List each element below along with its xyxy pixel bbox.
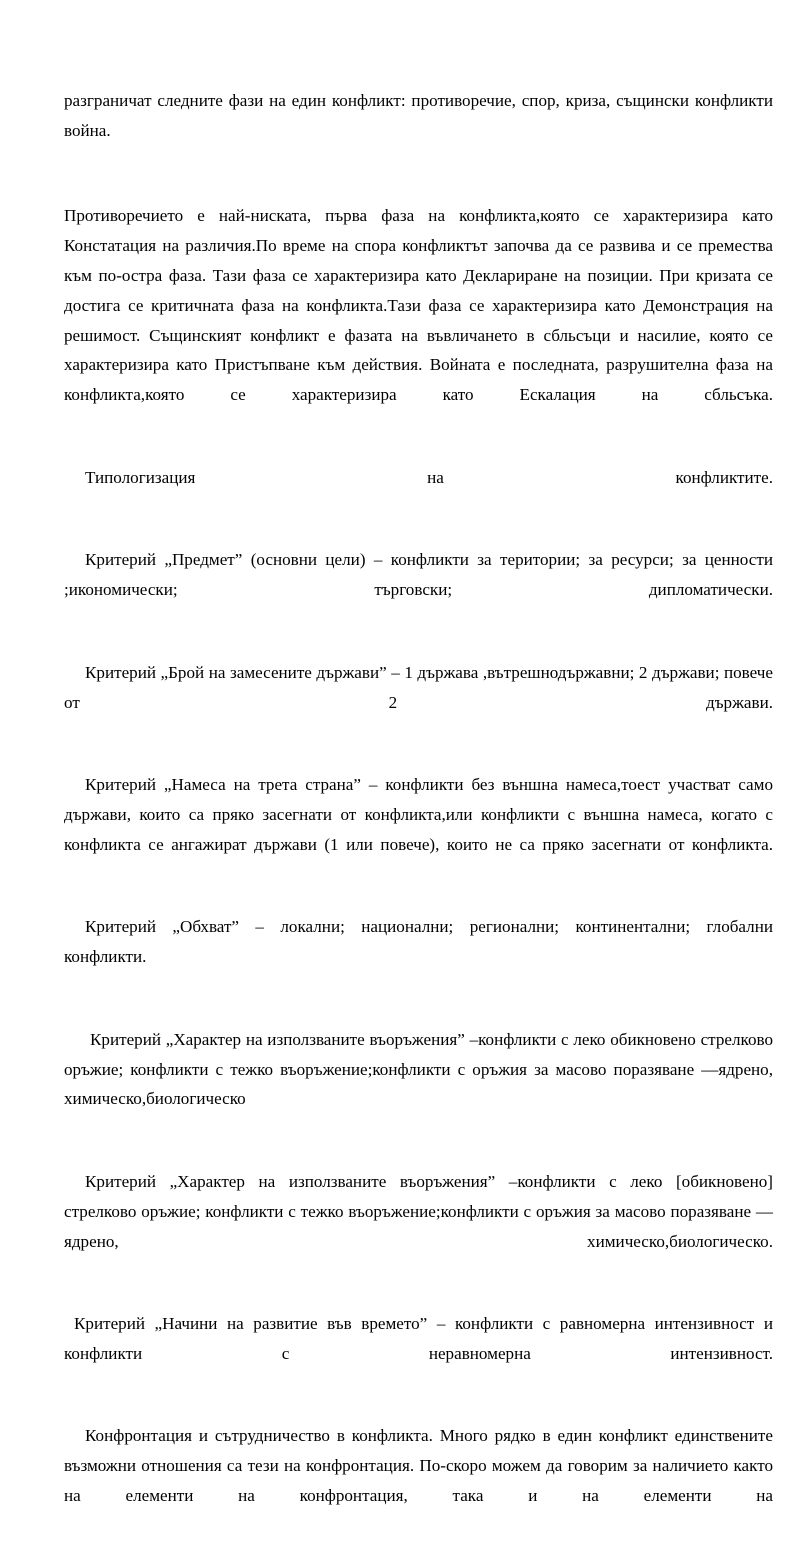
paragraph-typology-heading: Типологизация на конфликтите. xyxy=(85,467,773,487)
paragraph-confrontation-and-cooperation: Конфронтация и сътрудничество в конфликта. Много рядко в един конфликт единствените възможни отношения са тези на конфронтация. По-скоро можем да говорим за наличието както на елементи на конфронтация, така и на елементи на xyxy=(64,1426,773,1506)
paragraph-criterion-scope: Критерий „Обхват” – локални; национални; регионални; континентални; глобални конфликти. xyxy=(64,917,773,967)
paragraph-criterion-weapons-character-second: Критерий „Характер на използваните въоръжения” –конфликти с леко [обикновено] стрелково оръжие; конфликти с тежко въоръжение;конфликти с оръжия за масово поразяване —ядрено, химическо,биологическо. xyxy=(64,1171,773,1251)
paragraph-criterion-development-over-time: Критерий „Начини на развитие във времето” – конфликти с равномерна интензивност и конфликти с неравномерна интензивност. xyxy=(64,1314,773,1363)
paragraph-criterion-subject: Критерий „Предмет” (основни цели) – конфликти за територии; за ресурси; за ценности ;икономически; търговски; дипломатически. xyxy=(64,550,773,600)
paragraph-conflict-phases-continuation: разграничат следните фази на един конфликт: противоречие, спор, криза, същински конфликти война. xyxy=(64,91,773,140)
paragraph-criterion-number-of-states: Критерий „Брой на замесените държави” – 1 държава ,вътрешнодържавни; 2 държави; повече от 2 държави. xyxy=(64,662,773,712)
paragraph-conflict-phase-descriptions: Противоречието е най-ниската, първа фаза на конфликта,която се характеризира като Констатация на различия.По време на спора конфликтът започва да се развива и се премества към по-остра фаза. Тази фаза се характеризира като Деклариране на позиции. При кризата се достига се критичната фаза на конфликта.Тази фаза се характеризира като Демонстрация на решимост. Същинският конфликт е фазата на въвличането в сбльсъци и насилие, която се характеризира като Пристъпване към действия. Войната е последната, разрушителна фаза на конфликта,която се характеризира като Ескалация на сбльсъка. xyxy=(64,206,773,405)
paragraph-criterion-weapons-character-first: Критерий „Характер на използваните въоръжения” –конфликти с леко обикновено стрелково оръжие; конфликти с тежко въоръжение;конфликти с оръжия за масово поразяване —ядрено, химическо,биологическо xyxy=(64,1029,773,1109)
paragraph-criterion-third-party-intervention: Критерий „Намеса на трета страна” – конфликти без външна намеса,тоест участват само държави, които са пряко засегнати от конфликта,или конфликти с външна намеса, когато с конфликта се ангажират държави (1 или повече), които не са пряко засегнати от конфликта. xyxy=(64,775,773,854)
document-body xyxy=(64,86,773,1541)
